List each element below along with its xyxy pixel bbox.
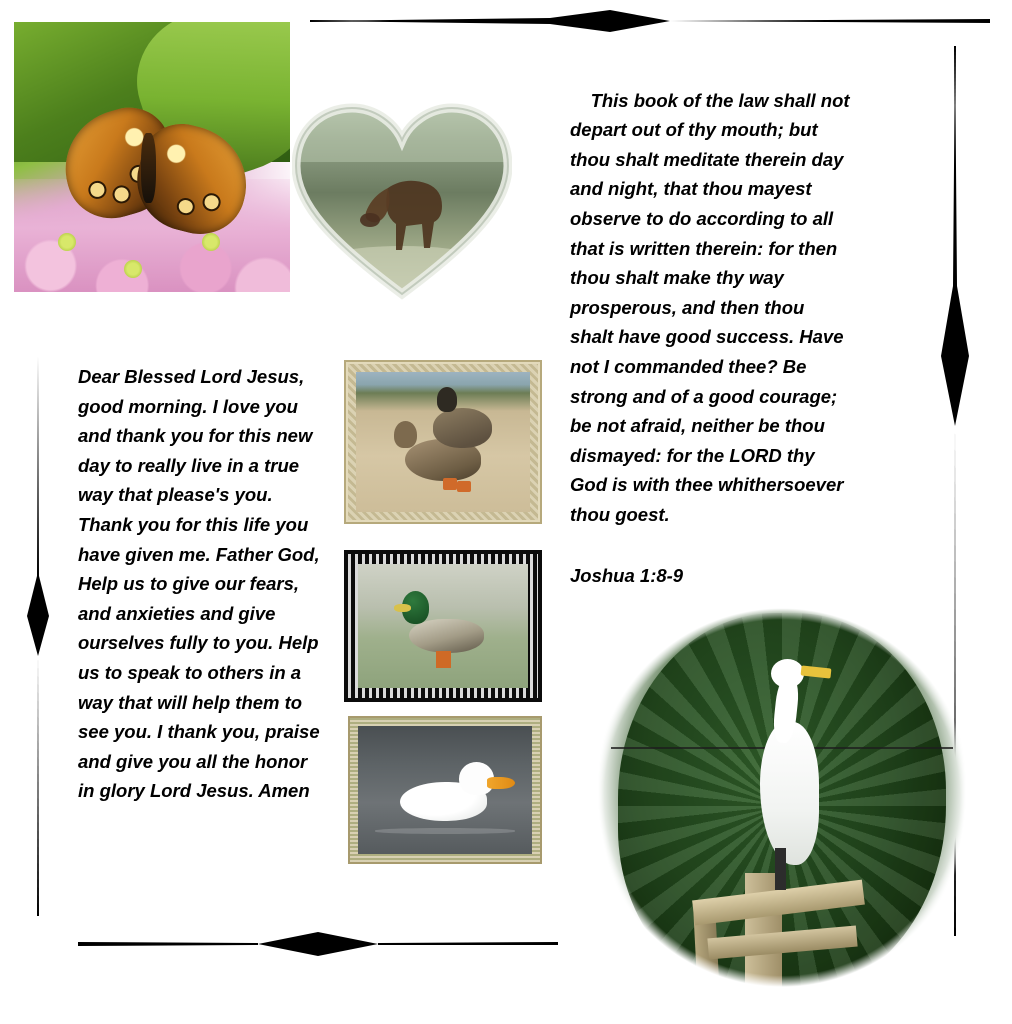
two-mallard-ducks-on-sand-photo xyxy=(344,360,542,524)
photo-image xyxy=(356,372,530,512)
scripture-passage xyxy=(570,56,855,650)
butterfly-body xyxy=(141,133,155,203)
flower-center xyxy=(124,260,142,278)
photo-image xyxy=(358,564,528,688)
duck-foot xyxy=(457,481,471,492)
duck-back xyxy=(433,408,492,447)
photo-image xyxy=(358,726,532,854)
butterfly-on-pink-flowers-photo xyxy=(14,22,290,292)
divider-left xyxy=(24,356,52,916)
duck-body xyxy=(409,619,484,654)
white-duck-on-water-photo xyxy=(348,716,542,864)
divider-top xyxy=(310,8,990,34)
scripture-body: This book of the law shall not depart out of thy mouth; but thou shalt meditate therein day and night, that thou mayest observe to do according to all that is written therein: for then thou shalt make thy way prosperous, and then thou shalt have good success. Have not I commanded thee? Be strong and of a good courage; be not afraid, neither be thou dismayed: for the LORD thy God is with thee whithersoever thou goest. xyxy=(570,89,855,525)
scripture-reference: Joshua 1:8-9 xyxy=(570,565,684,587)
white-egret-on-post-photo xyxy=(596,596,968,1016)
duck-foot xyxy=(443,478,457,489)
water-ripple xyxy=(375,828,514,833)
duck-bill xyxy=(487,777,515,789)
butterfly xyxy=(64,103,241,238)
duck-legs xyxy=(436,651,451,668)
egret-legs xyxy=(775,848,786,890)
duck-bill xyxy=(394,604,411,613)
morning-prayer-text: Dear Blessed Lord Jesus, good morning. I love you and thank you for this new day to really live in a true way that please's you. Thank you for this life you have given me. Father God, Help us to give our fears, and anxieties and give ourselves fully to you. Help us to speak to others in a way that will help them to see you. I thank you, praise and give you all the honor in glory Lord Jesus. Amen xyxy=(78,366,325,802)
scalloped-vignette xyxy=(596,596,968,1016)
mallard-drake-on-grass-photo xyxy=(344,550,542,702)
heart-framed-deer-photo xyxy=(292,92,512,302)
divider-bottom xyxy=(78,930,558,958)
